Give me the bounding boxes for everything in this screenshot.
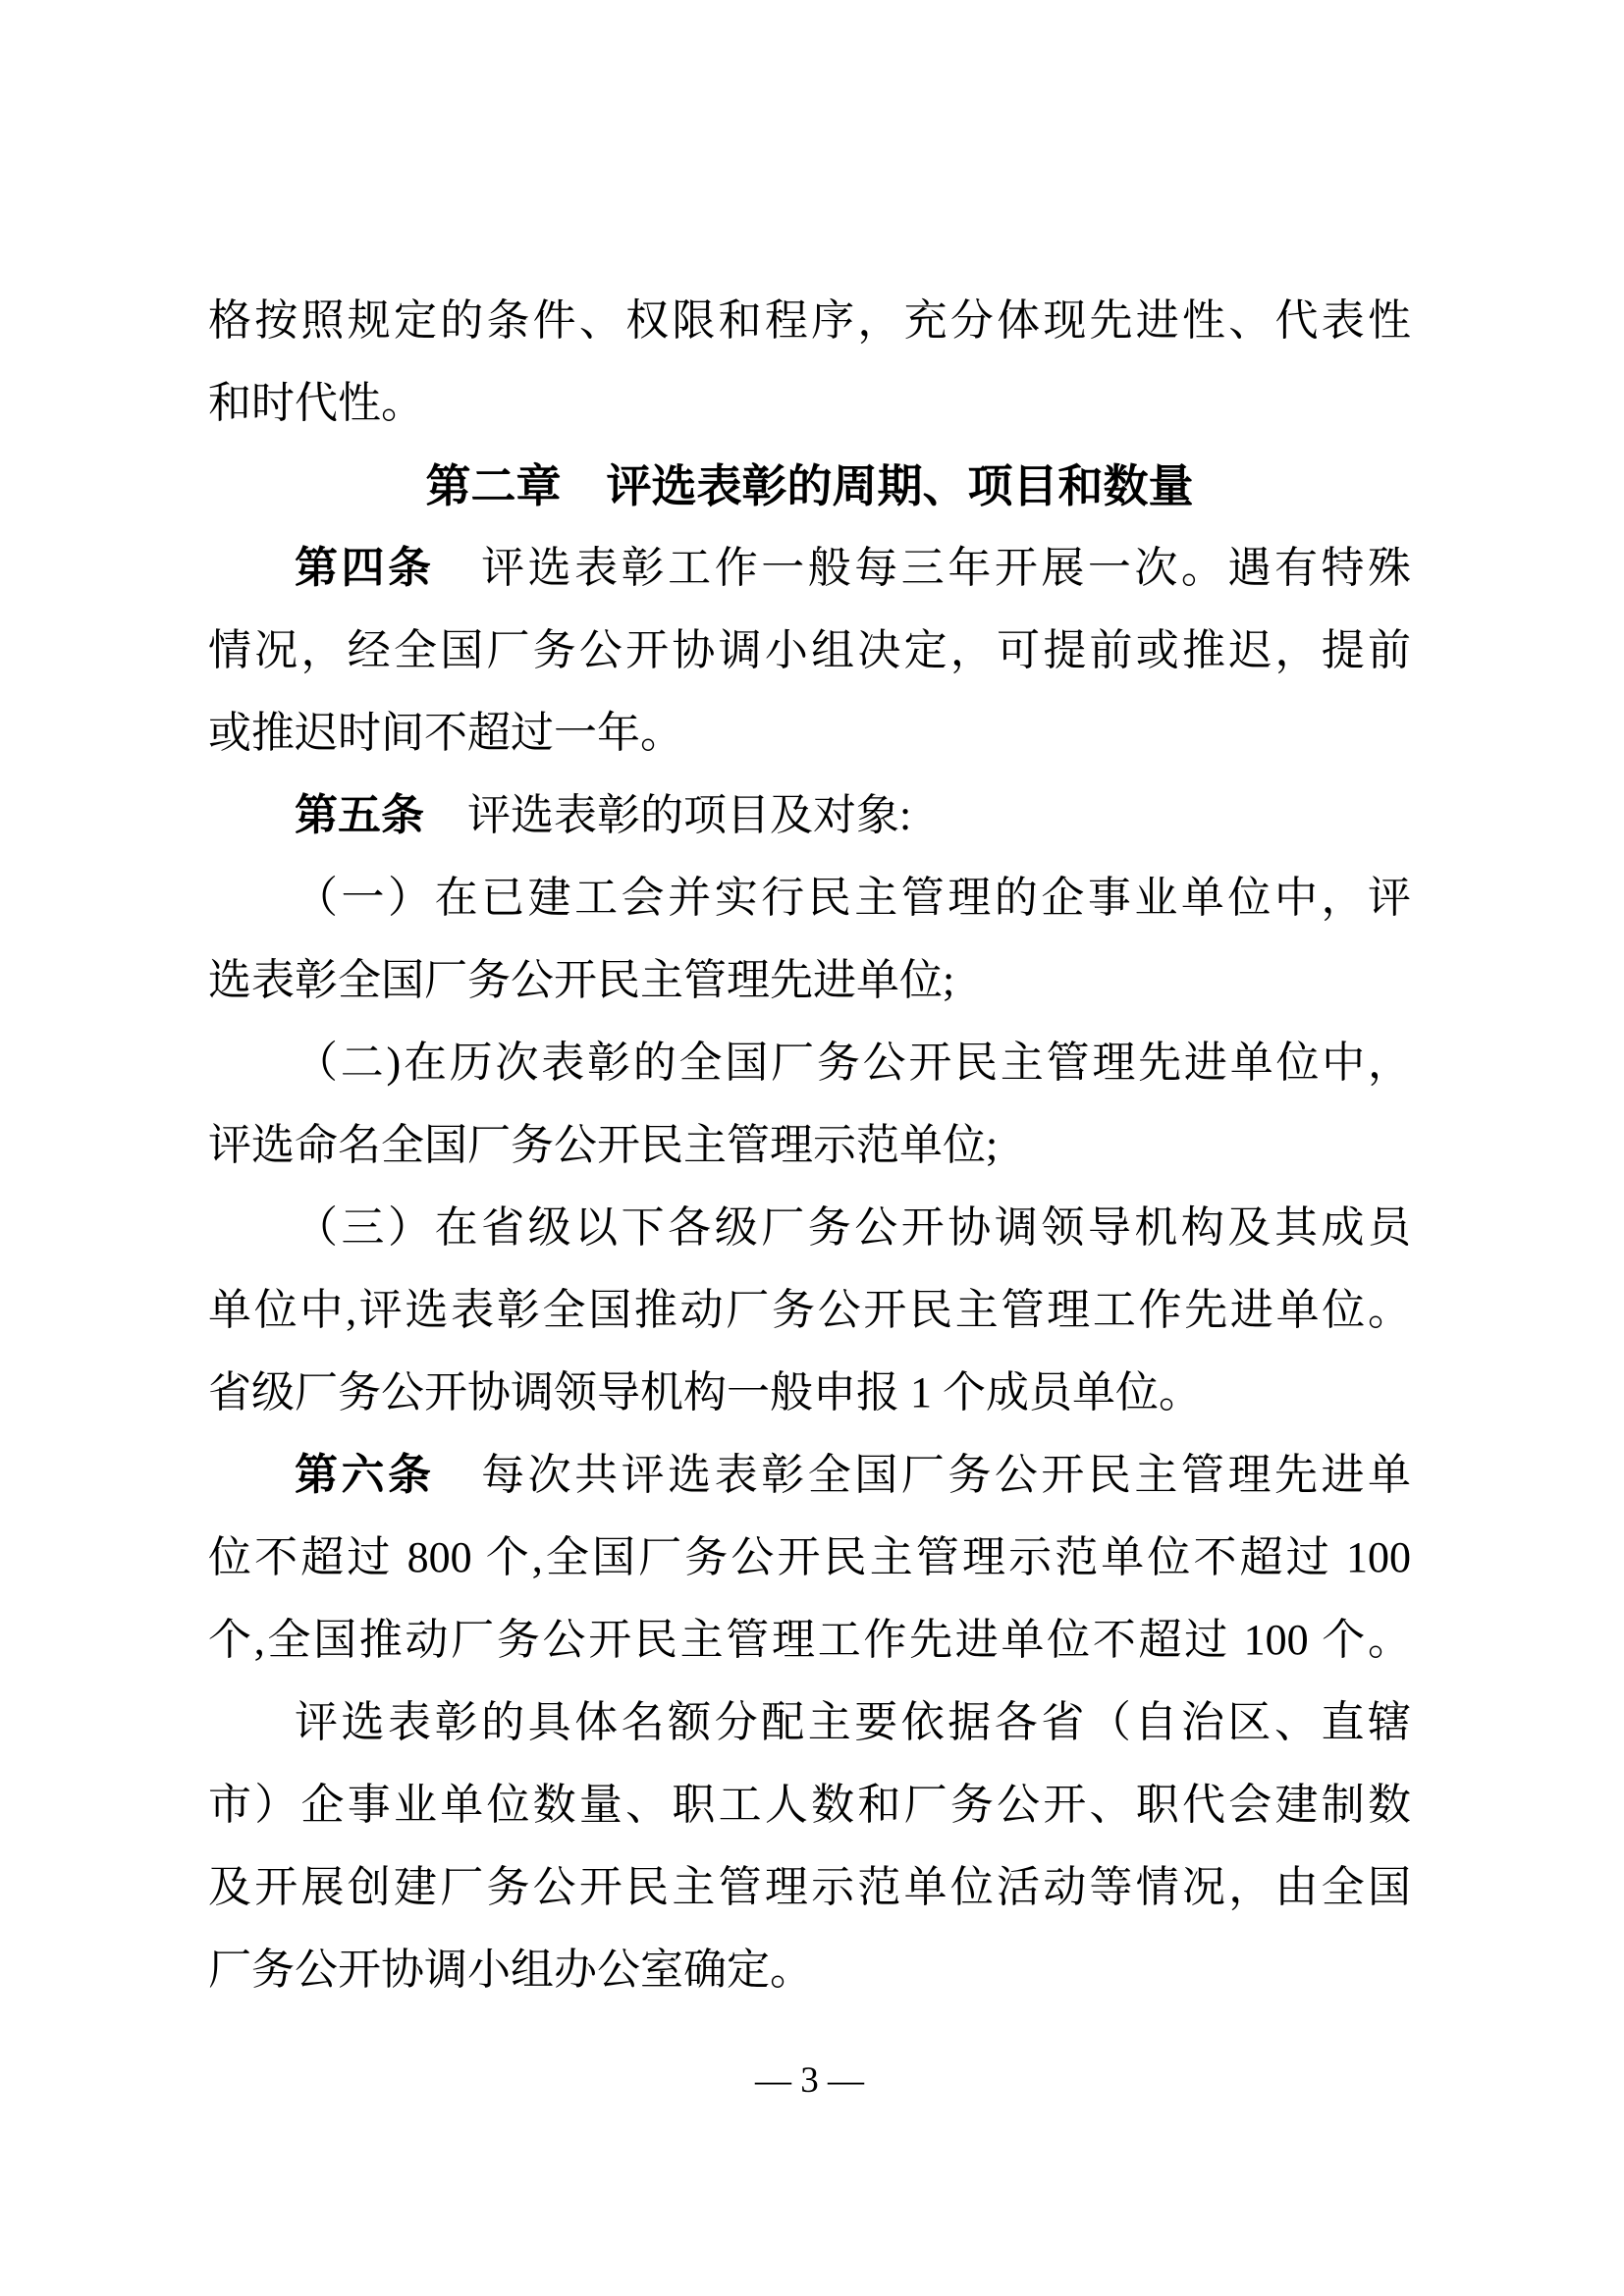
text-line — [208, 774, 1411, 857]
text-line: 评选表彰的具体名额分配主要依据各省（自治区、直辖 — [295, 1698, 1411, 1746]
text-line: 情况，经全国厂务公开协调小组决定，可提前或推迟，提前 — [208, 626, 1411, 674]
text-line: 省级厂务公开协调领导机构一般申报 1 个成员单位。 — [208, 1368, 1202, 1416]
chapter-heading: 第二章 评选表彰的周期、项目和数量 — [425, 460, 1194, 511]
page-number: — 3 — — [755, 2060, 864, 2101]
text-line: 选表彰全国厂务公开民主管理先进单位; — [208, 956, 955, 1004]
text-line: 或推迟时间不超过一年。 — [208, 709, 683, 757]
article-text: 评选表彰工作一般每三年开展一次。遇有特殊 — [434, 544, 1412, 592]
text-line: 评选命名全国厂务公开民主管理示范单位; — [208, 1121, 999, 1169]
text-line: （二)在历次表彰的全国厂务公开民主管理先进单位中， — [295, 1039, 1411, 1087]
text-line: 格按照规定的条件、权限和程序，充分体现先进性、代表性 — [208, 296, 1411, 345]
text-line: 厂务公开协调小组办公室确定。 — [208, 1946, 813, 1994]
text-line — [208, 527, 1411, 610]
text-content — [208, 280, 1411, 2011]
text-line: 位不超过 800 个,全国厂务公开民主管理示范单位不超过 100 — [208, 1533, 1411, 1581]
article-number: 第五条 — [295, 791, 424, 839]
article-text: 评选表彰的项目及对象: — [424, 791, 912, 839]
text-line: （三）在省级以下各级厂务公开协调领导机构及其成员 — [295, 1203, 1411, 1252]
article-number: 第六条 — [295, 1451, 435, 1499]
article-number: 第四条 — [295, 544, 435, 592]
text-line — [208, 1434, 1411, 1517]
text-line: 和时代性。 — [208, 379, 424, 427]
article-text: 每次共评选表彰全国厂务公开民主管理先进单 — [434, 1451, 1412, 1499]
text-line: 单位中,评选表彰全国推动厂务公开民主管理工作先进单位。 — [208, 1286, 1411, 1334]
text-line: 个,全国推动厂务公开民主管理工作先进单位不超过 100 个。 — [208, 1616, 1411, 1664]
text-line: 市）企事业单位数量、职工人数和厂务公开、职代会建制数 — [208, 1781, 1411, 1829]
text-line: （一）在已建工会并实行民主管理的企事业单位中，评 — [295, 874, 1411, 922]
text-line: 及开展创建厂务公开民主管理示范单位活动等情况，由全国 — [208, 1863, 1411, 1911]
